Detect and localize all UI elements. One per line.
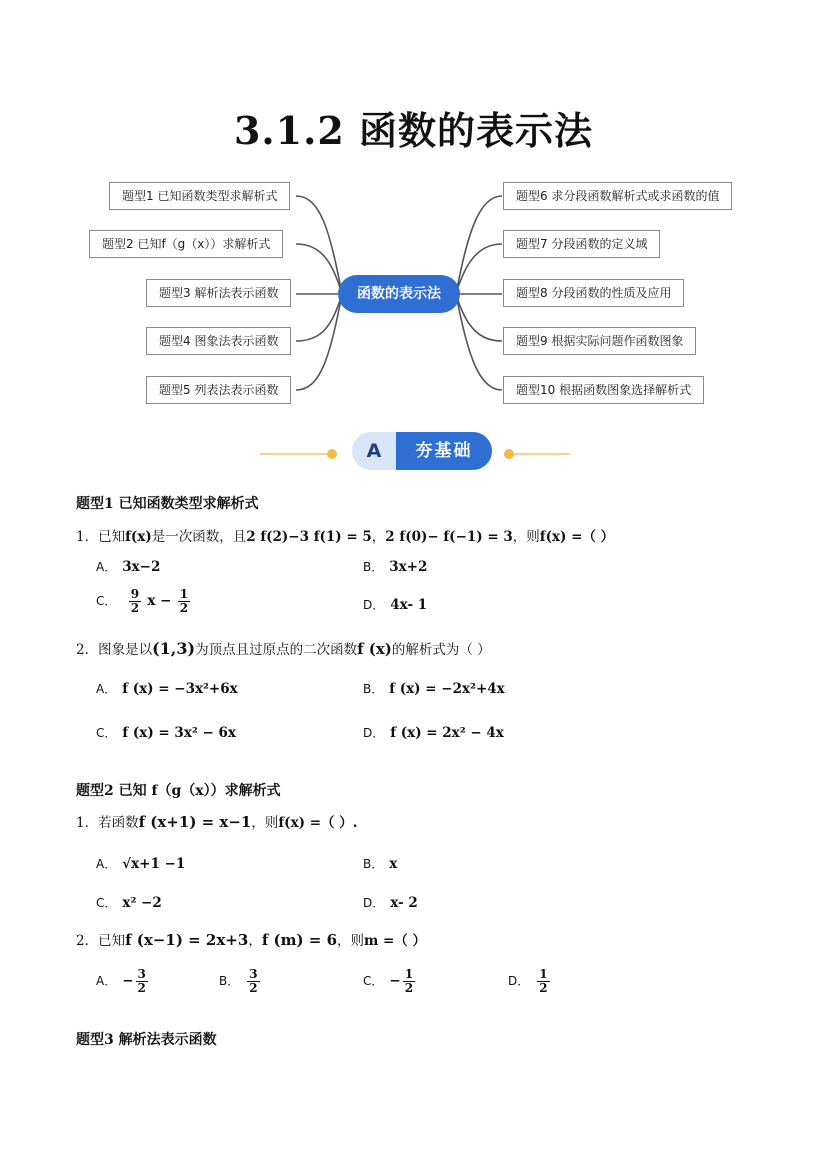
mindmap-node-10: 题型10 根据函数图象选择解析式 — [503, 376, 704, 404]
section1-heading: 题型1 已知函数类型求解析式 — [76, 496, 259, 512]
mindmap-node-5: 题型5 列表法表示函数 — [146, 376, 291, 404]
connector-2 — [296, 244, 342, 294]
s2-q1-option-d: D． x- 2 — [363, 895, 418, 911]
mindmap-node-3: 题型3 解析法表示函数 — [146, 279, 291, 307]
s1-q2-option-d: D． f (x) = 2x² − 4x — [363, 725, 504, 741]
s1-q1-option-a: A． 3x−2 — [96, 559, 161, 575]
mindmap-node-9: 题型9 根据实际问题作函数图象 — [503, 327, 696, 355]
connector-10 — [456, 294, 502, 390]
s1-q2-stem: 2．图象是以(1,3)为顶点且过原点的二次函数f (x)的解析式为（ ） — [76, 639, 491, 658]
s2-q2-option-a: A． − $\frac{3}{2}$ — [96, 967, 146, 995]
s1-q1-stem: 1．已知f(x)是一次函数，且2 f(2)−3 f(1) = 5，2 f(0)− f(−1) = 3，则f(x) =（ ） — [76, 529, 615, 545]
s1-q2-option-a: A． f (x) = −3x²+6x — [96, 681, 238, 697]
connector-5 — [296, 294, 342, 390]
s2-q2-stem: 2．已知f (x−1) = 2x+3，f (m) = 6，则m =（ ） — [76, 931, 427, 949]
section3-heading: 题型3 解析法表示函数 — [76, 1032, 217, 1048]
mindmap-node-2: 题型2 已知f（g（x））求解析式 — [89, 230, 283, 258]
mindmap-node-8: 题型8 分段函数的性质及应用 — [503, 279, 684, 307]
page-title: 3.1.2 函数的表示法 — [233, 108, 593, 153]
mindmap-node-7: 题型7 分段函数的定义域 — [503, 230, 660, 258]
badge-text: 夯基础 — [396, 432, 492, 470]
badge-letter: A — [352, 432, 396, 470]
s2-q1-option-b: B． x — [363, 856, 398, 872]
section-badge — [352, 432, 492, 470]
s2-q1-option-c: C． x² −2 — [96, 895, 162, 911]
s2-q2-option-b: B． $\frac{3}{2}$ — [219, 967, 258, 995]
mindmap-node-6: 题型6 求分段函数解析式或求函数的值 — [503, 182, 732, 210]
s1-q2-option-b: B． f (x) = −2x²+4x — [363, 681, 505, 697]
s2-q2-option-d: D． $\frac{1}{2}$ — [508, 967, 548, 995]
section2-heading: 题型2 已知 f（g（x））求解析式 — [76, 783, 281, 799]
s1-q1-option-b: B． 3x+2 — [363, 559, 428, 575]
s2-q2-option-c: C． − $\frac{1}{2}$ — [363, 967, 414, 995]
mindmap-node-4: 题型4 图象法表示函数 — [146, 327, 291, 355]
mindmap-center-node: 函数的表示法 — [338, 275, 460, 313]
connector-7 — [456, 244, 502, 294]
mindmap-node-1: 题型1 已知函数类型求解析式 — [109, 182, 290, 210]
connector-4 — [296, 294, 342, 341]
s2-q1-option-a: A． √x+1 −1 — [96, 856, 186, 872]
s1-q1-option-d: D． 4x- 1 — [363, 597, 428, 613]
s2-q1-stem: 1．若函数f (x+1) = x−1，则f(x) =（ ）. — [76, 813, 358, 831]
connector-9 — [456, 294, 502, 341]
s1-q2-option-c: C． f (x) = 3x² − 6x — [96, 725, 236, 741]
s1-q1-option-c: C． $\frac{9}{2}$ x − $\frac{1}{2}$ — [96, 587, 189, 615]
